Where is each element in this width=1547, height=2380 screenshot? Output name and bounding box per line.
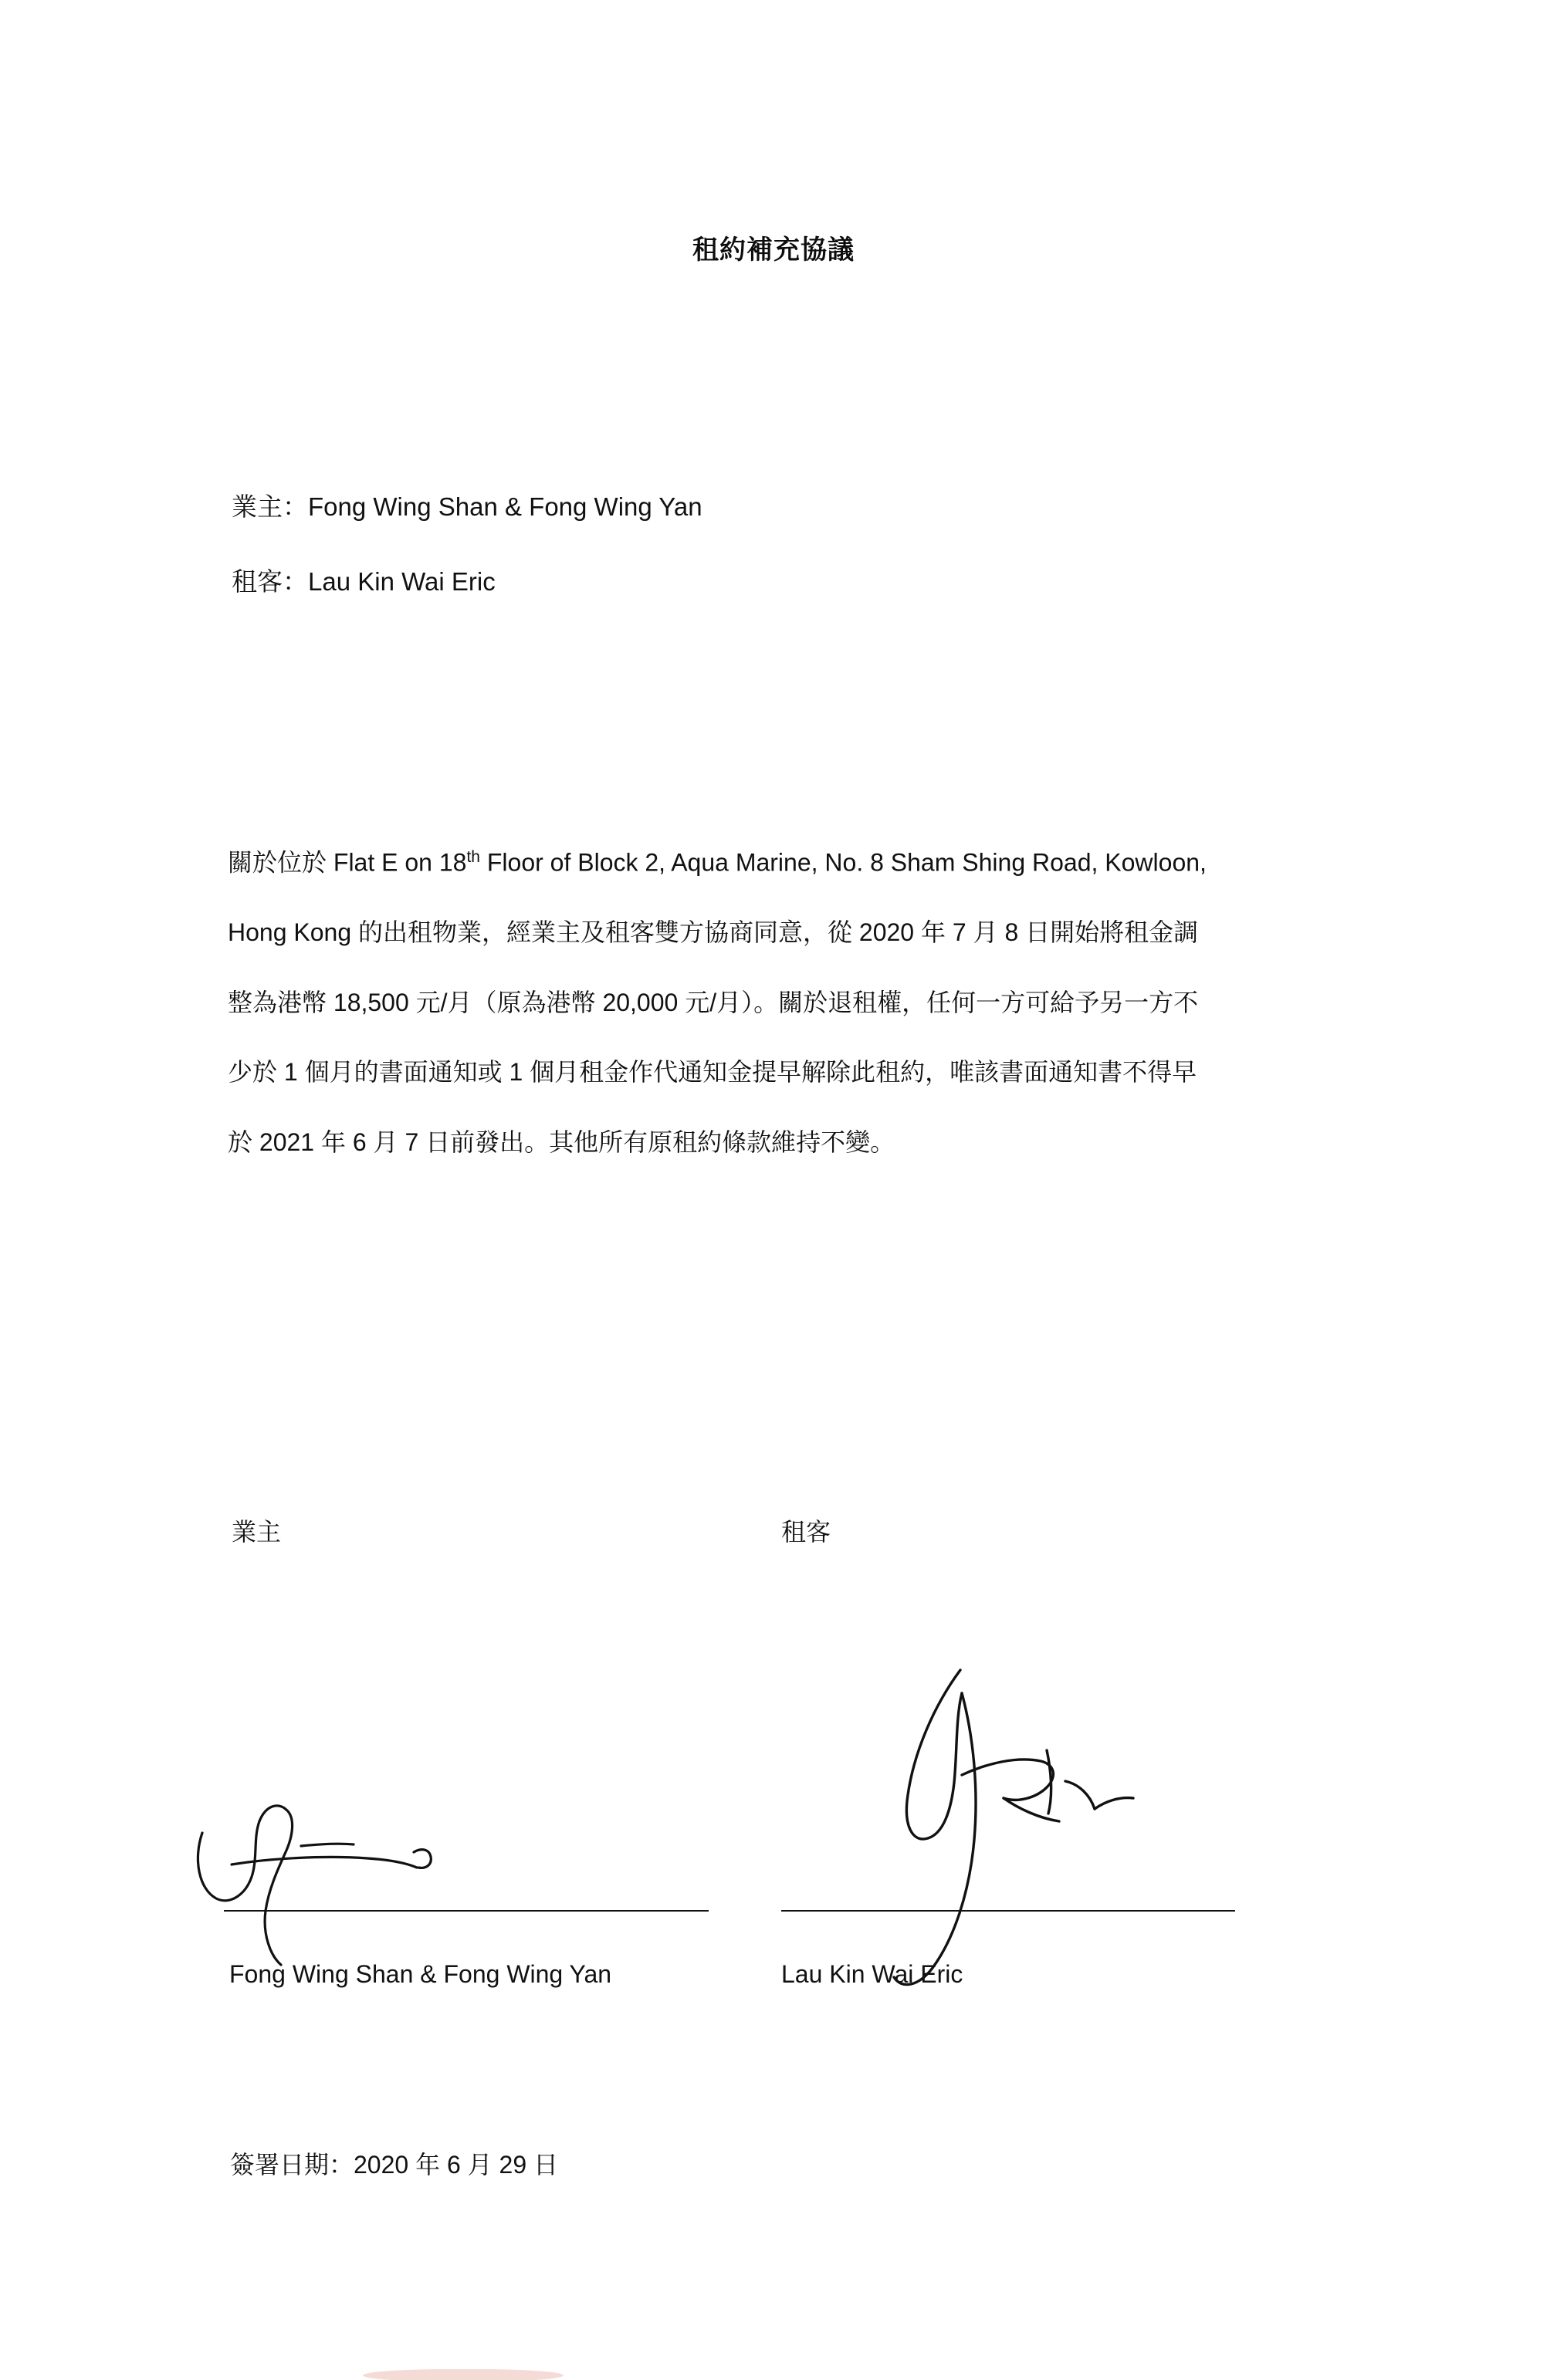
- body-line-1-superscript: th: [466, 848, 480, 866]
- party-tenant-line: 租客：Lau Kin Wai Eric: [232, 567, 496, 596]
- body-line-1: [228, 849, 1339, 876]
- signature-label-owner: 業主: [232, 1518, 282, 1546]
- party-owner-line: 業主：Fong Wing Shan & Fong Wing Yan: [232, 492, 702, 521]
- page-edge-smudge: [363, 2369, 564, 2380]
- body-line-3: 整為港幣 18,500 元/月（原為港幣 20,000 元/月）。關於退租權，任何一方可給予另一方不: [228, 988, 1199, 1016]
- signature-labels: [0, 1513, 1547, 1546]
- signature-line-tenant: [781, 1910, 1235, 1912]
- signature-label-tenant: 租客: [781, 1518, 831, 1546]
- body-line-1-post: Floor of Block 2, Aqua Marine, No. 8 Sham Shing Road, Kowloon,: [479, 848, 1207, 877]
- page-title: 租約補充協議: [692, 235, 855, 265]
- signature-name-tenant: Lau Kin Wai Eric: [781, 1960, 963, 1988]
- body-line-2: Hong Kong 的出租物業，經業主及租客雙方協商同意，從 2020 年 7 月 8 日開始將租金調: [228, 918, 1199, 947]
- tenant-signature-mark: [888, 1659, 1212, 1991]
- body-paragraph: [228, 849, 1339, 1200]
- body-line-5: 於 2021 年 6 月 7 日前發出。其他所有原租約條款維持不變。: [228, 1128, 895, 1157]
- signature-name-owner: Fong Wing Shan & Fong Wing Yan: [229, 1960, 612, 1988]
- sign-date-line: 簽署日期：2020 年 6 月 29 日: [230, 2151, 559, 2179]
- owner-signature-mark: [185, 1790, 509, 1976]
- party-block: [232, 494, 1390, 644]
- signature-line-owner: [224, 1910, 709, 1912]
- body-line-4: 少於 1 個月的書面通知或 1 個月租金作代通知金提早解除此租約，唯該書面通知書不得早: [228, 1058, 1197, 1087]
- body-line-1-pre: 關於位於 Flat E on 18: [228, 848, 467, 877]
